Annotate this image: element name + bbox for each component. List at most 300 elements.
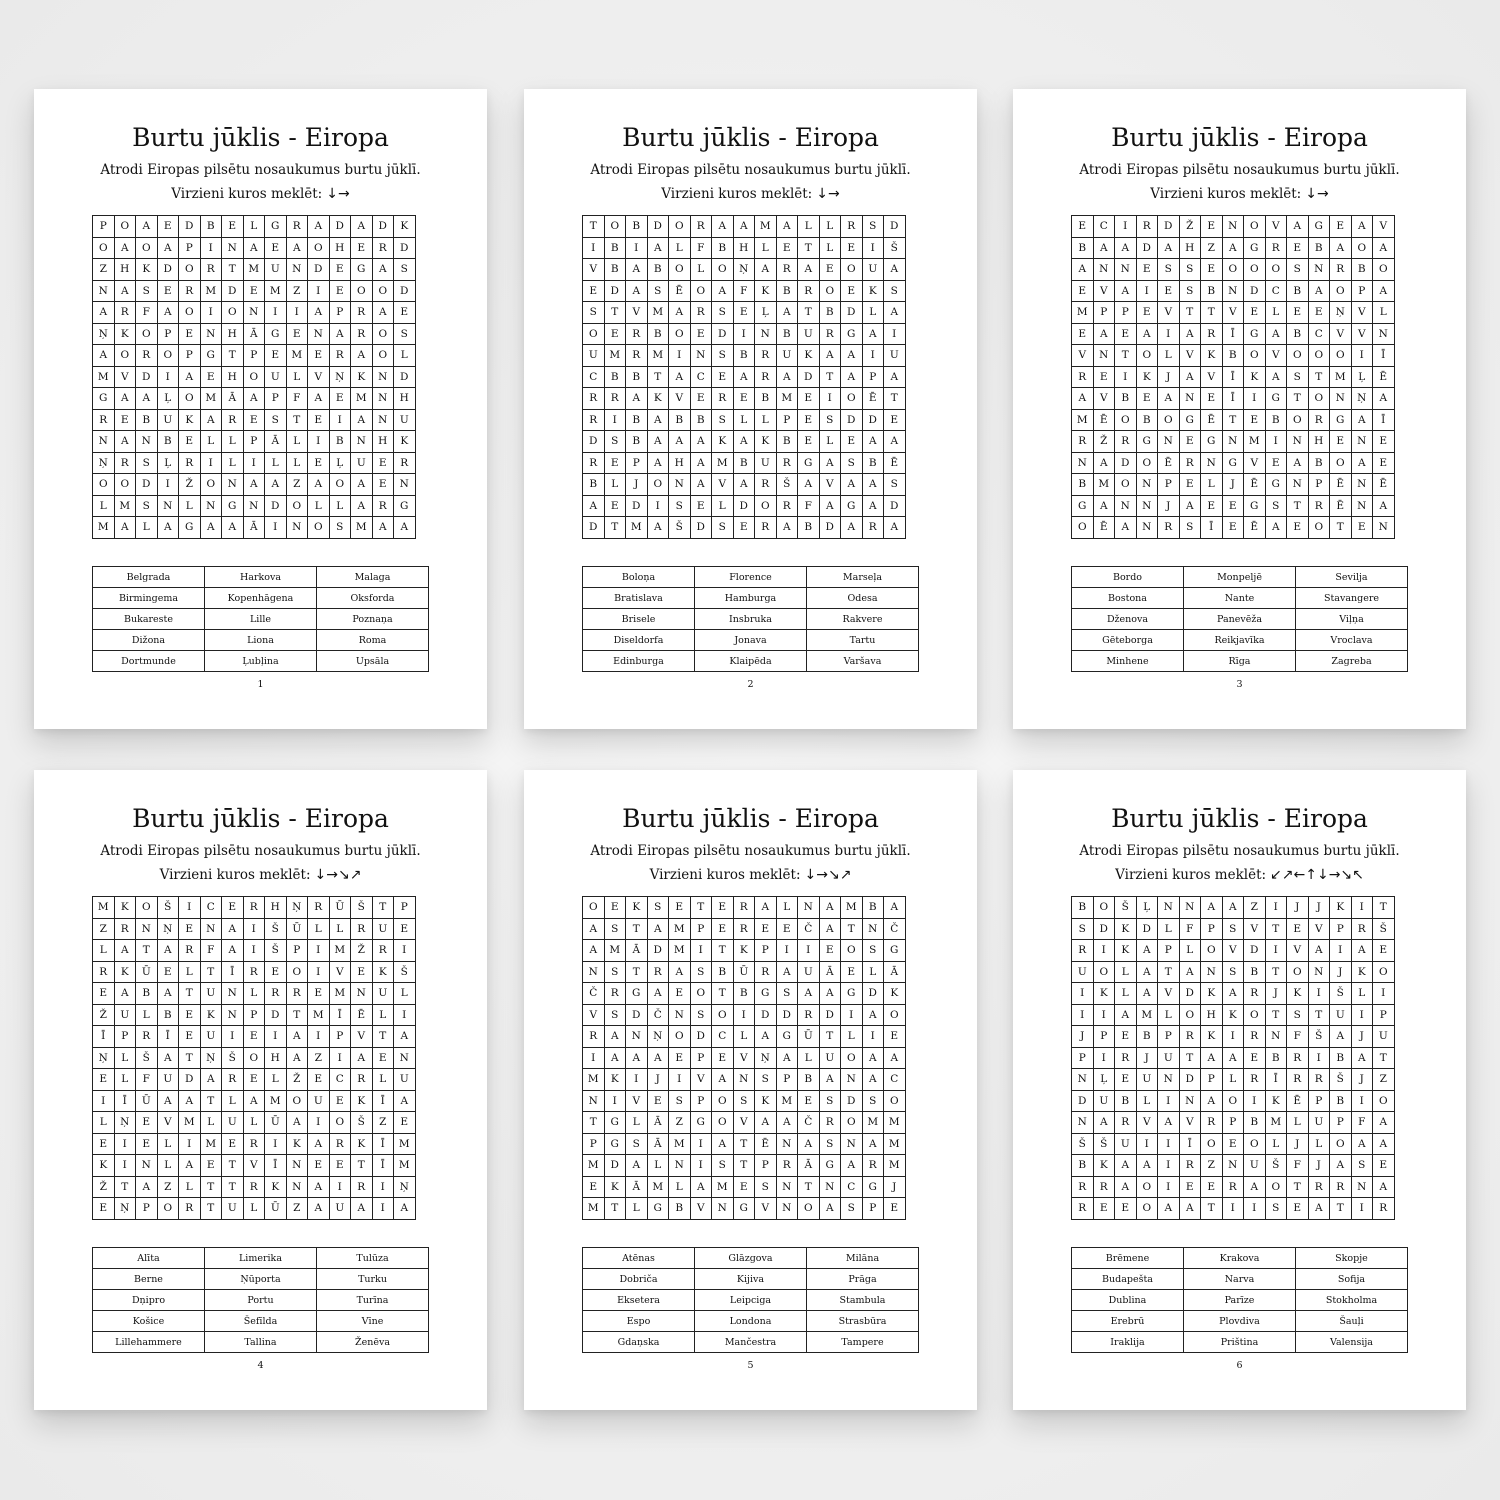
grid-cell: G <box>1201 431 1223 453</box>
grid-row <box>583 345 906 367</box>
grid-row <box>1072 1004 1395 1026</box>
grid-cell: Ē <box>1201 409 1223 431</box>
grid-cell: Ī <box>1222 323 1244 345</box>
grid-cell: L <box>329 918 351 940</box>
grid-cell: E <box>157 216 179 238</box>
grid-cell: N <box>669 1155 691 1177</box>
grid-cell: R <box>1330 1176 1352 1198</box>
grid-cell: K <box>351 1090 373 1112</box>
grid-cell: B <box>776 431 798 453</box>
grid-cell: T <box>114 1176 136 1198</box>
grid-cell: I <box>1136 1133 1158 1155</box>
word-item: Iraklija <box>1072 1332 1184 1353</box>
grid-cell: O <box>884 1090 906 1112</box>
worksheet-page <box>1013 89 1466 729</box>
word-item: Espo <box>583 1311 695 1332</box>
grid-cell: Ņ <box>93 1047 115 1069</box>
grid-cell: I <box>776 940 798 962</box>
word-item: Rakvere <box>807 609 919 630</box>
grid-cell: D <box>841 1090 863 1112</box>
grid-cell: A <box>884 302 906 324</box>
grid-row <box>1072 259 1395 281</box>
grid-row <box>583 323 906 345</box>
grid-cell: K <box>93 1155 115 1177</box>
grid-cell: O <box>841 259 863 281</box>
grid-cell: H <box>114 259 136 281</box>
word-row <box>93 1332 429 1353</box>
grid-cell: O <box>136 323 158 345</box>
grid-cell: I <box>1308 983 1330 1005</box>
grid-cell: A <box>669 302 691 324</box>
grid-cell: N <box>583 1090 605 1112</box>
word-row <box>583 1290 919 1311</box>
grid-cell: L <box>93 495 115 517</box>
grid-cell: T <box>179 983 201 1005</box>
grid-cell: O <box>841 1112 863 1134</box>
grid-cell: T <box>819 1026 841 1048</box>
grid-cell: R <box>1308 409 1330 431</box>
grid-cell: L <box>1287 1112 1309 1134</box>
grid-cell: B <box>1265 1047 1287 1069</box>
grid-cell: A <box>1179 961 1201 983</box>
grid-cell: M <box>394 1133 416 1155</box>
grid-cell: T <box>604 1198 626 1220</box>
grid-cell: R <box>1072 1176 1094 1198</box>
grid-cell: A <box>1093 495 1115 517</box>
word-item: Milāna <box>807 1248 919 1269</box>
word-list <box>92 566 429 672</box>
grid-cell: B <box>1287 280 1309 302</box>
grid-cell: D <box>690 1026 712 1048</box>
grid-cell: I <box>329 409 351 431</box>
grid-cell: Ņ <box>1330 302 1352 324</box>
grid-cell: A <box>733 216 755 238</box>
grid-cell: N <box>222 1004 244 1026</box>
grid-cell: R <box>755 961 777 983</box>
grid-cell: F <box>136 302 158 324</box>
grid-cell: E <box>308 345 330 367</box>
grid-cell: Ū <box>286 918 308 940</box>
grid-cell: I <box>604 1090 626 1112</box>
grid-cell: N <box>286 259 308 281</box>
grid-cell: A <box>669 961 691 983</box>
grid-cell: A <box>1179 1198 1201 1220</box>
grid-cell: E <box>604 495 626 517</box>
grid-cell: T <box>1330 517 1352 539</box>
grid-cell: S <box>819 1090 841 1112</box>
grid-cell: S <box>1222 918 1244 940</box>
grid-cell: M <box>114 495 136 517</box>
grid-cell: L <box>243 216 265 238</box>
grid-cell: E <box>712 918 734 940</box>
grid-cell: D <box>712 323 734 345</box>
grid-cell: L <box>1115 961 1137 983</box>
grid-row <box>93 1155 416 1177</box>
grid-cell: A <box>776 1047 798 1069</box>
grid-cell: V <box>114 366 136 388</box>
grid-cell: I <box>308 1112 330 1134</box>
grid-cell: Z <box>1201 237 1223 259</box>
grid-cell: A <box>114 388 136 410</box>
grid-cell: P <box>1158 940 1180 962</box>
grid-cell: A <box>114 280 136 302</box>
grid-cell: M <box>243 259 265 281</box>
grid-cell: E <box>884 1198 906 1220</box>
grid-cell: R <box>1330 259 1352 281</box>
grid-cell: A <box>222 517 244 539</box>
grid-cell: J <box>1287 1133 1309 1155</box>
grid-cell: J <box>1330 961 1352 983</box>
grid-cell: A <box>351 495 373 517</box>
grid-cell: I <box>1265 897 1287 919</box>
grid-cell: N <box>1351 431 1373 453</box>
word-item: Upsāla <box>317 651 429 672</box>
grid-cell: R <box>265 983 287 1005</box>
grid-cell: M <box>329 940 351 962</box>
grid-cell: A <box>179 1090 201 1112</box>
grid-cell: U <box>1373 1026 1395 1048</box>
grid-cell: D <box>222 280 244 302</box>
grid-cell: B <box>200 216 222 238</box>
grid-cell: B <box>862 897 884 919</box>
grid-cell: B <box>1115 388 1137 410</box>
grid-cell: O <box>1136 345 1158 367</box>
grid-cell: H <box>265 897 287 919</box>
grid-cell: S <box>690 1004 712 1026</box>
grid-cell: M <box>394 1155 416 1177</box>
page-number: 6 <box>1236 1360 1243 1371</box>
grid-cell: L <box>179 1176 201 1198</box>
grid-cell: K <box>351 1133 373 1155</box>
directions-line <box>34 186 487 202</box>
letter-grid <box>92 215 416 539</box>
grid-row <box>583 302 906 324</box>
grid-cell: I <box>1158 1090 1180 1112</box>
grid-cell: I <box>265 517 287 539</box>
grid-cell: S <box>841 1198 863 1220</box>
grid-cell: N <box>1158 1069 1180 1091</box>
grid-cell: A <box>1201 1047 1223 1069</box>
grid-cell: L <box>841 1026 863 1048</box>
grid-cell: S <box>712 517 734 539</box>
grid-cell: E <box>798 1090 820 1112</box>
grid-cell: E <box>1179 1176 1201 1198</box>
grid-cell: G <box>200 345 222 367</box>
grid-cell: Č <box>647 1004 669 1026</box>
page-title: Burtu jūklis - Eiropa <box>1111 123 1368 152</box>
grid-cell: E <box>1373 431 1395 453</box>
grid-cell: Š <box>1373 918 1395 940</box>
grid-cell: S <box>394 259 416 281</box>
grid-cell: E <box>755 918 777 940</box>
grid-row <box>93 517 416 539</box>
grid-row <box>93 366 416 388</box>
grid-cell: R <box>733 897 755 919</box>
grid-cell: E <box>669 1047 691 1069</box>
grid-cell: D <box>884 216 906 238</box>
grid-cell: V <box>712 474 734 496</box>
grid-cell: R <box>329 1133 351 1155</box>
grid-cell: A <box>308 302 330 324</box>
grid-cell: F <box>690 237 712 259</box>
grid-cell: V <box>626 302 648 324</box>
grid-cell: N <box>93 431 115 453</box>
grid-cell: O <box>1265 259 1287 281</box>
grid-cell: N <box>136 1155 158 1177</box>
grid-cell: Ļ <box>157 388 179 410</box>
grid-row <box>1072 918 1395 940</box>
grid-cell: E <box>819 259 841 281</box>
grid-cell: B <box>1072 897 1094 919</box>
grid-cell: A <box>819 983 841 1005</box>
grid-cell: S <box>329 517 351 539</box>
grid-cell: L <box>604 474 626 496</box>
grid-cell: A <box>862 431 884 453</box>
grid-cell: Ž <box>93 1004 115 1026</box>
grid-cell: E <box>329 1090 351 1112</box>
grid-cell: E <box>884 409 906 431</box>
grid-cell: R <box>755 517 777 539</box>
word-item: Bordo <box>1072 567 1184 588</box>
grid-cell: A <box>114 983 136 1005</box>
grid-cell: I <box>286 302 308 324</box>
grid-cell: A <box>1373 495 1395 517</box>
word-row <box>93 1290 429 1311</box>
grid-cell: B <box>862 452 884 474</box>
grid-cell: K <box>286 1133 308 1155</box>
grid-cell: E <box>222 216 244 238</box>
grid-cell: A <box>819 918 841 940</box>
grid-cell: A <box>351 474 373 496</box>
grid-cell: L <box>308 495 330 517</box>
grid-cell: P <box>862 366 884 388</box>
grid-cell: N <box>776 1198 798 1220</box>
grid-cell: D <box>604 1155 626 1177</box>
grid-cell: L <box>626 1198 648 1220</box>
grid-cell: A <box>1072 388 1094 410</box>
grid-cell: Ļ <box>755 302 777 324</box>
grid-cell: I <box>1244 1090 1266 1112</box>
grid-cell: G <box>93 388 115 410</box>
grid-cell: G <box>1244 323 1266 345</box>
letter-grid <box>92 896 416 1220</box>
grid-row <box>93 1198 416 1220</box>
grid-cell: P <box>1222 1112 1244 1134</box>
grid-cell: G <box>1265 388 1287 410</box>
grid-cell: E <box>1201 259 1223 281</box>
word-item: Valensija <box>1296 1332 1408 1353</box>
grid-cell: M <box>200 280 222 302</box>
grid-cell: A <box>712 216 734 238</box>
grid-cell: N <box>1072 1112 1094 1134</box>
grid-cell: T <box>1265 961 1287 983</box>
grid-cell: S <box>1179 259 1201 281</box>
grid-cell: R <box>351 1069 373 1091</box>
grid-cell: L <box>114 1047 136 1069</box>
instructions-text: Atrodi Eiropas pilsētu nosaukumus burtu jūklī. <box>590 843 911 859</box>
grid-cell: G <box>841 323 863 345</box>
grid-cell: U <box>222 1198 244 1220</box>
grid-cell: R <box>1179 1155 1201 1177</box>
grid-cell: P <box>1093 1026 1115 1048</box>
grid-cell: A <box>1287 216 1309 238</box>
directions-line <box>34 867 487 883</box>
grid-cell: A <box>114 940 136 962</box>
grid-cell: R <box>1287 1047 1309 1069</box>
grid-cell: Š <box>1093 1133 1115 1155</box>
grid-cell: R <box>243 1133 265 1155</box>
grid-cell: S <box>862 940 884 962</box>
grid-cell: A <box>841 517 863 539</box>
grid-cell: P <box>243 345 265 367</box>
grid-cell: P <box>1351 280 1373 302</box>
grid-cell: Ņ <box>114 1198 136 1220</box>
worksheet-page <box>34 770 487 1410</box>
grid-cell: B <box>669 409 691 431</box>
grid-cell: A <box>1330 1155 1352 1177</box>
grid-row <box>93 216 416 238</box>
grid-cell: L <box>372 1069 394 1091</box>
grid-cell: E <box>329 1155 351 1177</box>
grid-cell: Ņ <box>93 452 115 474</box>
grid-cell: E <box>819 940 841 962</box>
grid-cell: R <box>1093 1176 1115 1198</box>
grid-cell: V <box>308 366 330 388</box>
grid-cell: I <box>841 1004 863 1026</box>
grid-cell: A <box>755 897 777 919</box>
grid-cell: I <box>798 940 820 962</box>
grid-cell: Š <box>669 517 691 539</box>
grid-cell: A <box>626 1155 648 1177</box>
grid-cell: V <box>329 961 351 983</box>
grid-cell: I <box>690 1155 712 1177</box>
grid-cell: A <box>136 1176 158 1198</box>
grid-cell: A <box>862 495 884 517</box>
grid-cell: U <box>1136 1069 1158 1091</box>
instructions-text: Atrodi Eiropas pilsētu nosaukumus burtu jūklī. <box>100 162 421 178</box>
grid-cell: E <box>1222 495 1244 517</box>
direction-arrows-icon: ↓→ <box>1305 186 1329 202</box>
grid-cell: Ē <box>1373 366 1395 388</box>
grid-cell: D <box>798 366 820 388</box>
grid-row <box>1072 388 1395 410</box>
grid-cell: I <box>243 452 265 474</box>
grid-cell: T <box>200 1090 222 1112</box>
worksheet-page <box>34 89 487 729</box>
grid-row <box>1072 1047 1395 1069</box>
grid-cell: Ū <box>733 961 755 983</box>
grid-cell: U <box>1158 1047 1180 1069</box>
grid-cell: Ļ <box>329 452 351 474</box>
grid-cell: V <box>1158 302 1180 324</box>
grid-cell: N <box>372 388 394 410</box>
grid-row <box>1072 1026 1395 1048</box>
grid-cell: I <box>200 452 222 474</box>
grid-cell: P <box>93 216 115 238</box>
grid-cell: K <box>1115 940 1137 962</box>
grid-cell: U <box>819 1047 841 1069</box>
grid-cell: R <box>222 1069 244 1091</box>
grid-cell: E <box>243 1069 265 1091</box>
grid-cell: O <box>222 302 244 324</box>
grid-cell: E <box>604 452 626 474</box>
grid-cell: R <box>583 388 605 410</box>
grid-cell: E <box>1115 1069 1137 1091</box>
grid-cell: L <box>798 216 820 238</box>
grid-cell: F <box>1179 918 1201 940</box>
letter-grid <box>1071 215 1395 539</box>
grid-cell: D <box>179 1069 201 1091</box>
grid-row <box>583 259 906 281</box>
grid-cell: A <box>884 517 906 539</box>
grid-cell: L <box>1158 918 1180 940</box>
grid-cell: B <box>1136 1026 1158 1048</box>
grid-cell: J <box>1308 1155 1330 1177</box>
grid-cell: S <box>776 983 798 1005</box>
grid-cell: L <box>394 345 416 367</box>
word-item: Marseļa <box>807 567 919 588</box>
grid-cell: C <box>1265 280 1287 302</box>
grid-cell: A <box>841 366 863 388</box>
grid-cell: O <box>1373 961 1395 983</box>
grid-cell: N <box>1287 431 1309 453</box>
grid-cell: I <box>669 1069 691 1091</box>
word-item: Mančestra <box>695 1332 807 1353</box>
grid-cell: Ī <box>1265 1069 1287 1091</box>
word-item: Odesa <box>807 588 919 609</box>
grid-cell: S <box>1179 280 1201 302</box>
grid-cell: R <box>136 345 158 367</box>
grid-cell: L <box>647 1155 669 1177</box>
grid-cell: Ņ <box>733 259 755 281</box>
grid-cell: D <box>1136 918 1158 940</box>
word-item: Poznaņa <box>317 609 429 630</box>
grid-cell: A <box>1115 280 1137 302</box>
grid-cell: O <box>1244 259 1266 281</box>
grid-cell: U <box>776 345 798 367</box>
grid-row <box>583 495 906 517</box>
grid-cell: R <box>1072 1198 1094 1220</box>
grid-cell: I <box>1351 1004 1373 1026</box>
grid-cell: R <box>351 323 373 345</box>
grid-cell: L <box>755 409 777 431</box>
grid-cell: E <box>604 897 626 919</box>
grid-cell: N <box>351 431 373 453</box>
grid-cell: O <box>308 517 330 539</box>
grid-cell: T <box>626 918 648 940</box>
grid-cell: H <box>1308 431 1330 453</box>
grid-cell: T <box>1265 1004 1287 1026</box>
grid-cell: A <box>1373 1112 1395 1134</box>
grid-cell: N <box>1201 452 1223 474</box>
grid-cell: L <box>222 431 244 453</box>
grid-cell: E <box>841 431 863 453</box>
grid-cell: E <box>351 237 373 259</box>
grid-cell: A <box>136 216 158 238</box>
grid-cell: P <box>329 302 351 324</box>
grid-cell: N <box>712 1198 734 1220</box>
grid-cell: M <box>1072 409 1094 431</box>
word-item: Minhene <box>1072 651 1184 672</box>
grid-cell: Ē <box>351 1004 373 1026</box>
grid-cell: B <box>1351 259 1373 281</box>
word-row <box>93 630 429 651</box>
grid-cell: A <box>114 517 136 539</box>
grid-cell: S <box>647 897 669 919</box>
grid-cell: B <box>1072 237 1094 259</box>
word-item: Klaipēda <box>695 651 807 672</box>
grid-cell: Z <box>286 280 308 302</box>
